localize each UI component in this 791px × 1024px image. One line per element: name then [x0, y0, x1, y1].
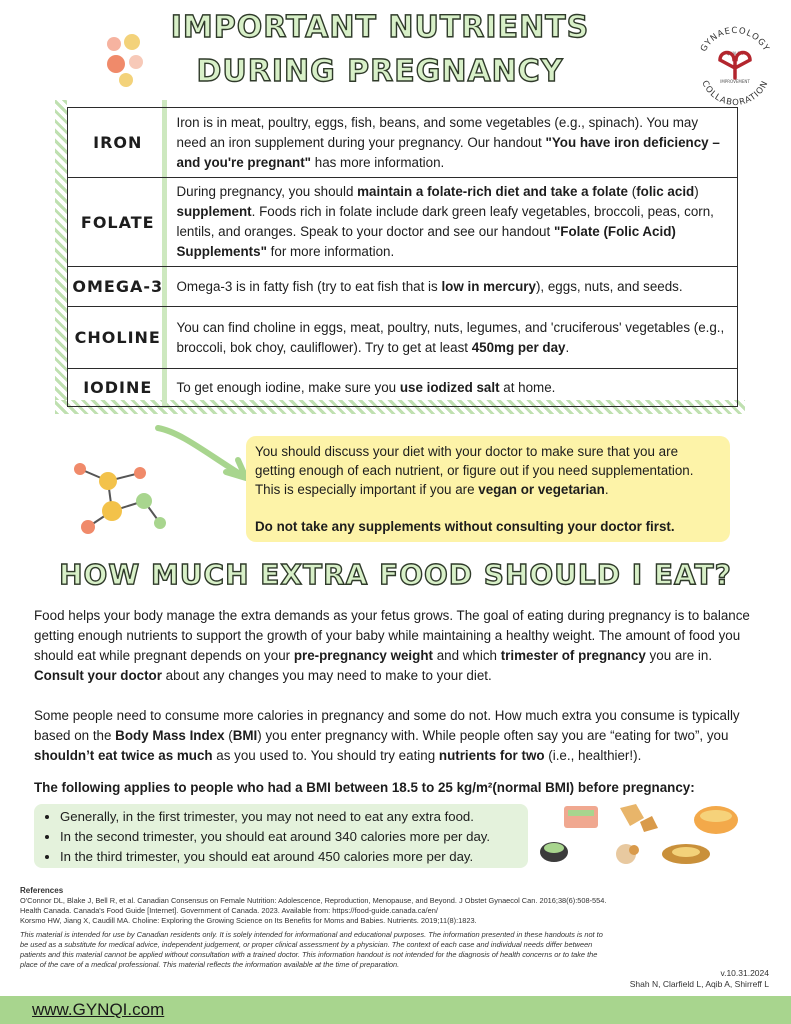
- nutrient-description: [168, 307, 738, 369]
- bold-text-segment: BMI: [232, 728, 258, 743]
- text-segment: as you used to. You should try eating: [212, 748, 439, 763]
- bold-text-segment: Consult your doctor: [34, 668, 162, 683]
- text-segment: (i.e., healthier!).: [544, 748, 642, 763]
- text-segment: has more information.: [311, 154, 445, 170]
- reference-item: Health Canada. Canada's Food Guide [Internet]. Government of Canada. 2023. Available from: https://food-guide.canada.ca/en/: [20, 906, 438, 915]
- list-item: • In the second trimester, you should eat around 340 calories more per day.: [60, 827, 518, 847]
- nutrient-description: [168, 178, 738, 267]
- bold-text-segment: use iodized salt: [399, 379, 500, 395]
- logo-top-text: GYNAECOLOGY: [698, 25, 772, 54]
- text-segment: ): [694, 184, 699, 199]
- note-paragraph-2: [255, 517, 721, 536]
- logo-bottom-text: COLLABORATION: [699, 79, 771, 108]
- list-item: • In the third trimester, you should eat around 450 calories more per day.: [60, 847, 518, 867]
- bold-text-segment: shouldn’t eat twice as much: [34, 748, 213, 763]
- reference-item: O'Connor DL, Blake J, Bell R, et al. Canadian Consensus on Female Nutrition: Adolescence, Reproduction, Menopause, and Beyond. J Obstet Gynaecol Can. 2016;38(6):508-554.: [20, 896, 607, 905]
- bold-text-segment: trimester of pregnancy: [500, 648, 646, 663]
- nutrient-name: FOLATE: [68, 178, 168, 267]
- title-line-1: IMPORTANT NUTRIENTS: [170, 10, 590, 45]
- text-segment: (: [628, 184, 637, 199]
- nutrient-name: IODINE: [68, 369, 168, 407]
- text-segment: . Foods rich in folate include dark green leafy vegetables, broccoli, peas, corn, lentils, and oranges. Speak to your doctor and see our handout: [176, 204, 714, 239]
- nutrient-dots-icon: [96, 30, 156, 90]
- bold-text-segment: Body Mass Index: [115, 728, 225, 743]
- page-title: [120, 6, 640, 94]
- text-segment: ) you enter pregnancy with. While people often say you are “eating for two”, you: [257, 728, 729, 743]
- reference-item: Korsmo HW, Jiang X, Caudill MA. Choline: Exploring the Growing Science on Its Benefits for Moms and Babies. Nutrients. 2019;11(8):1823.: [20, 916, 477, 925]
- food-illustration-icon: [540, 800, 750, 870]
- bold-text-segment: maintain a folate-rich diet and take a folate: [357, 184, 628, 199]
- footer-bar: [0, 996, 791, 1024]
- bold-text-segment: supplement: [176, 204, 252, 219]
- svg-text:GYNAECOLOGY: [699, 26, 771, 54]
- bold-text-segment: 450mg per day: [471, 339, 566, 355]
- bold-text-segment: folic acid: [636, 184, 695, 199]
- section-paragraph-1: [34, 606, 764, 686]
- text-segment: (: [224, 728, 233, 743]
- text-segment: at home.: [499, 379, 556, 395]
- version-info: [630, 968, 769, 990]
- nutrient-rows: [67, 107, 738, 407]
- section-heading: HOW MUCH EXTRA FOOD SHOULD I EAT?: [59, 558, 732, 591]
- bold-text-segment: pre-pregnancy weight: [293, 648, 433, 663]
- logo-quality-text: QUALITY: [726, 51, 744, 56]
- bold-text-segment: low in mercury: [441, 278, 536, 294]
- text-segment: To get enough iodine, make sure you: [176, 379, 400, 395]
- bold-text-segment: "You have iron deficiency – and you're pregnant": [176, 134, 720, 170]
- nutrient-table: [55, 100, 745, 418]
- text-segment: for more information.: [266, 244, 395, 259]
- table-shadow-left: [55, 100, 67, 400]
- section-paragraph-2: [34, 706, 764, 766]
- text-segment: ), eggs, nuts, and seeds.: [535, 278, 683, 294]
- bold-text-segment: vegan or vegetarian: [478, 482, 605, 497]
- text-segment: Food helps your body manage the extra demands as your fetus grows. The goal of eating during pregnancy is to balance getting enough nutrients to support the growth of your baby while maintaining a healthy weight. The amount of food you should eat while pregnant depends on your: [34, 608, 750, 663]
- version-number: v.10.31.2024: [720, 968, 769, 978]
- nutrient-name: OMEGA-3: [68, 267, 168, 307]
- table-row: [68, 267, 738, 307]
- nutrient-description: [168, 108, 738, 178]
- text-segment: .: [604, 482, 609, 497]
- bold-text-segment: Do not take any supplements without consulting your doctor first.: [255, 519, 675, 534]
- text-segment: Some people need to consume more calories in pregnancy and some do not. How much extra you consume is typically based on the: [34, 708, 740, 743]
- authors: Shah N, Clarfield L, Aqib A, Shirreff L: [629, 979, 769, 989]
- bmi-criteria: The following applies to people who had a BMI between 18.5 to 25 kg/m²(normal BMI) before pregnancy:: [34, 780, 695, 795]
- nutrient-name: CHOLINE: [68, 307, 168, 369]
- text-segment: about any changes you may need to make to your diet.: [161, 668, 492, 683]
- table-row: [68, 369, 738, 407]
- table-row: [68, 178, 738, 267]
- title-line-2: DURING PREGNANCY: [196, 54, 564, 89]
- nutrient-description: [168, 369, 738, 407]
- bold-text-segment: "Folate (Folic Acid) Supplements": [176, 224, 676, 259]
- text-segment: Iron is in meat, poultry, eggs, fish, beans, and some vegetables (e.g., spinach). You may need an iron supplement during your pregnancy. Our handout: [176, 114, 699, 150]
- bold-text-segment: nutrients for two: [438, 748, 545, 763]
- disclaimer: This material is intended for use by Canadian residents only. It is solely intended for informational and educational purposes. The information presented in these handouts is not to be used as a substitute for medical advice, independent judgement, or proper clinical assessment by a physician. The context of each case and individual needs differ between patients and this material cannot be applied without consultation with a trained doctor. This information handout is not intended for the diagnosis of health concerns or to take the place of the care of a medical professional. This material reflects the information available at the time of preparation.: [20, 930, 603, 969]
- molecule-icon: [60, 455, 180, 545]
- nutrient-description: [168, 267, 738, 307]
- note-paragraph-1: [255, 442, 721, 499]
- gynaecology-collaboration-logo: [690, 18, 780, 108]
- table-row: [68, 307, 738, 369]
- text-segment: During pregnancy, you should: [176, 184, 358, 199]
- text-segment: and which: [432, 648, 501, 663]
- text-segment: You should discuss your diet with your doctor to make sure that you are getting enough of each nutrient, or figure out if you need supplementation. This is especially important if you are: [255, 444, 694, 497]
- logo-improvement-text: IMPROVEMENT: [720, 79, 750, 84]
- text-segment: Omega-3 is in fatty fish (try to eat fish that is: [176, 278, 442, 294]
- references-heading: References: [20, 886, 64, 895]
- text-segment: .: [565, 339, 570, 355]
- website-link[interactable]: www.GYNQI.com: [32, 1000, 165, 1019]
- table-row: [68, 108, 738, 178]
- nutrient-name: IRON: [68, 108, 168, 178]
- text-segment: you are in.: [645, 648, 713, 663]
- text-segment: You can find choline in eggs, meat, poultry, nuts, legumes, and 'cruciferous' vegetables (e.g., broccoli, bok choy, cauliflower). Try to get at least: [176, 319, 725, 355]
- trimester-list: [34, 804, 528, 868]
- doctor-advice-note: [246, 436, 730, 542]
- references: [20, 886, 720, 970]
- list-item: • Generally, in the first trimester, you may not need to eat any extra food.: [60, 807, 518, 827]
